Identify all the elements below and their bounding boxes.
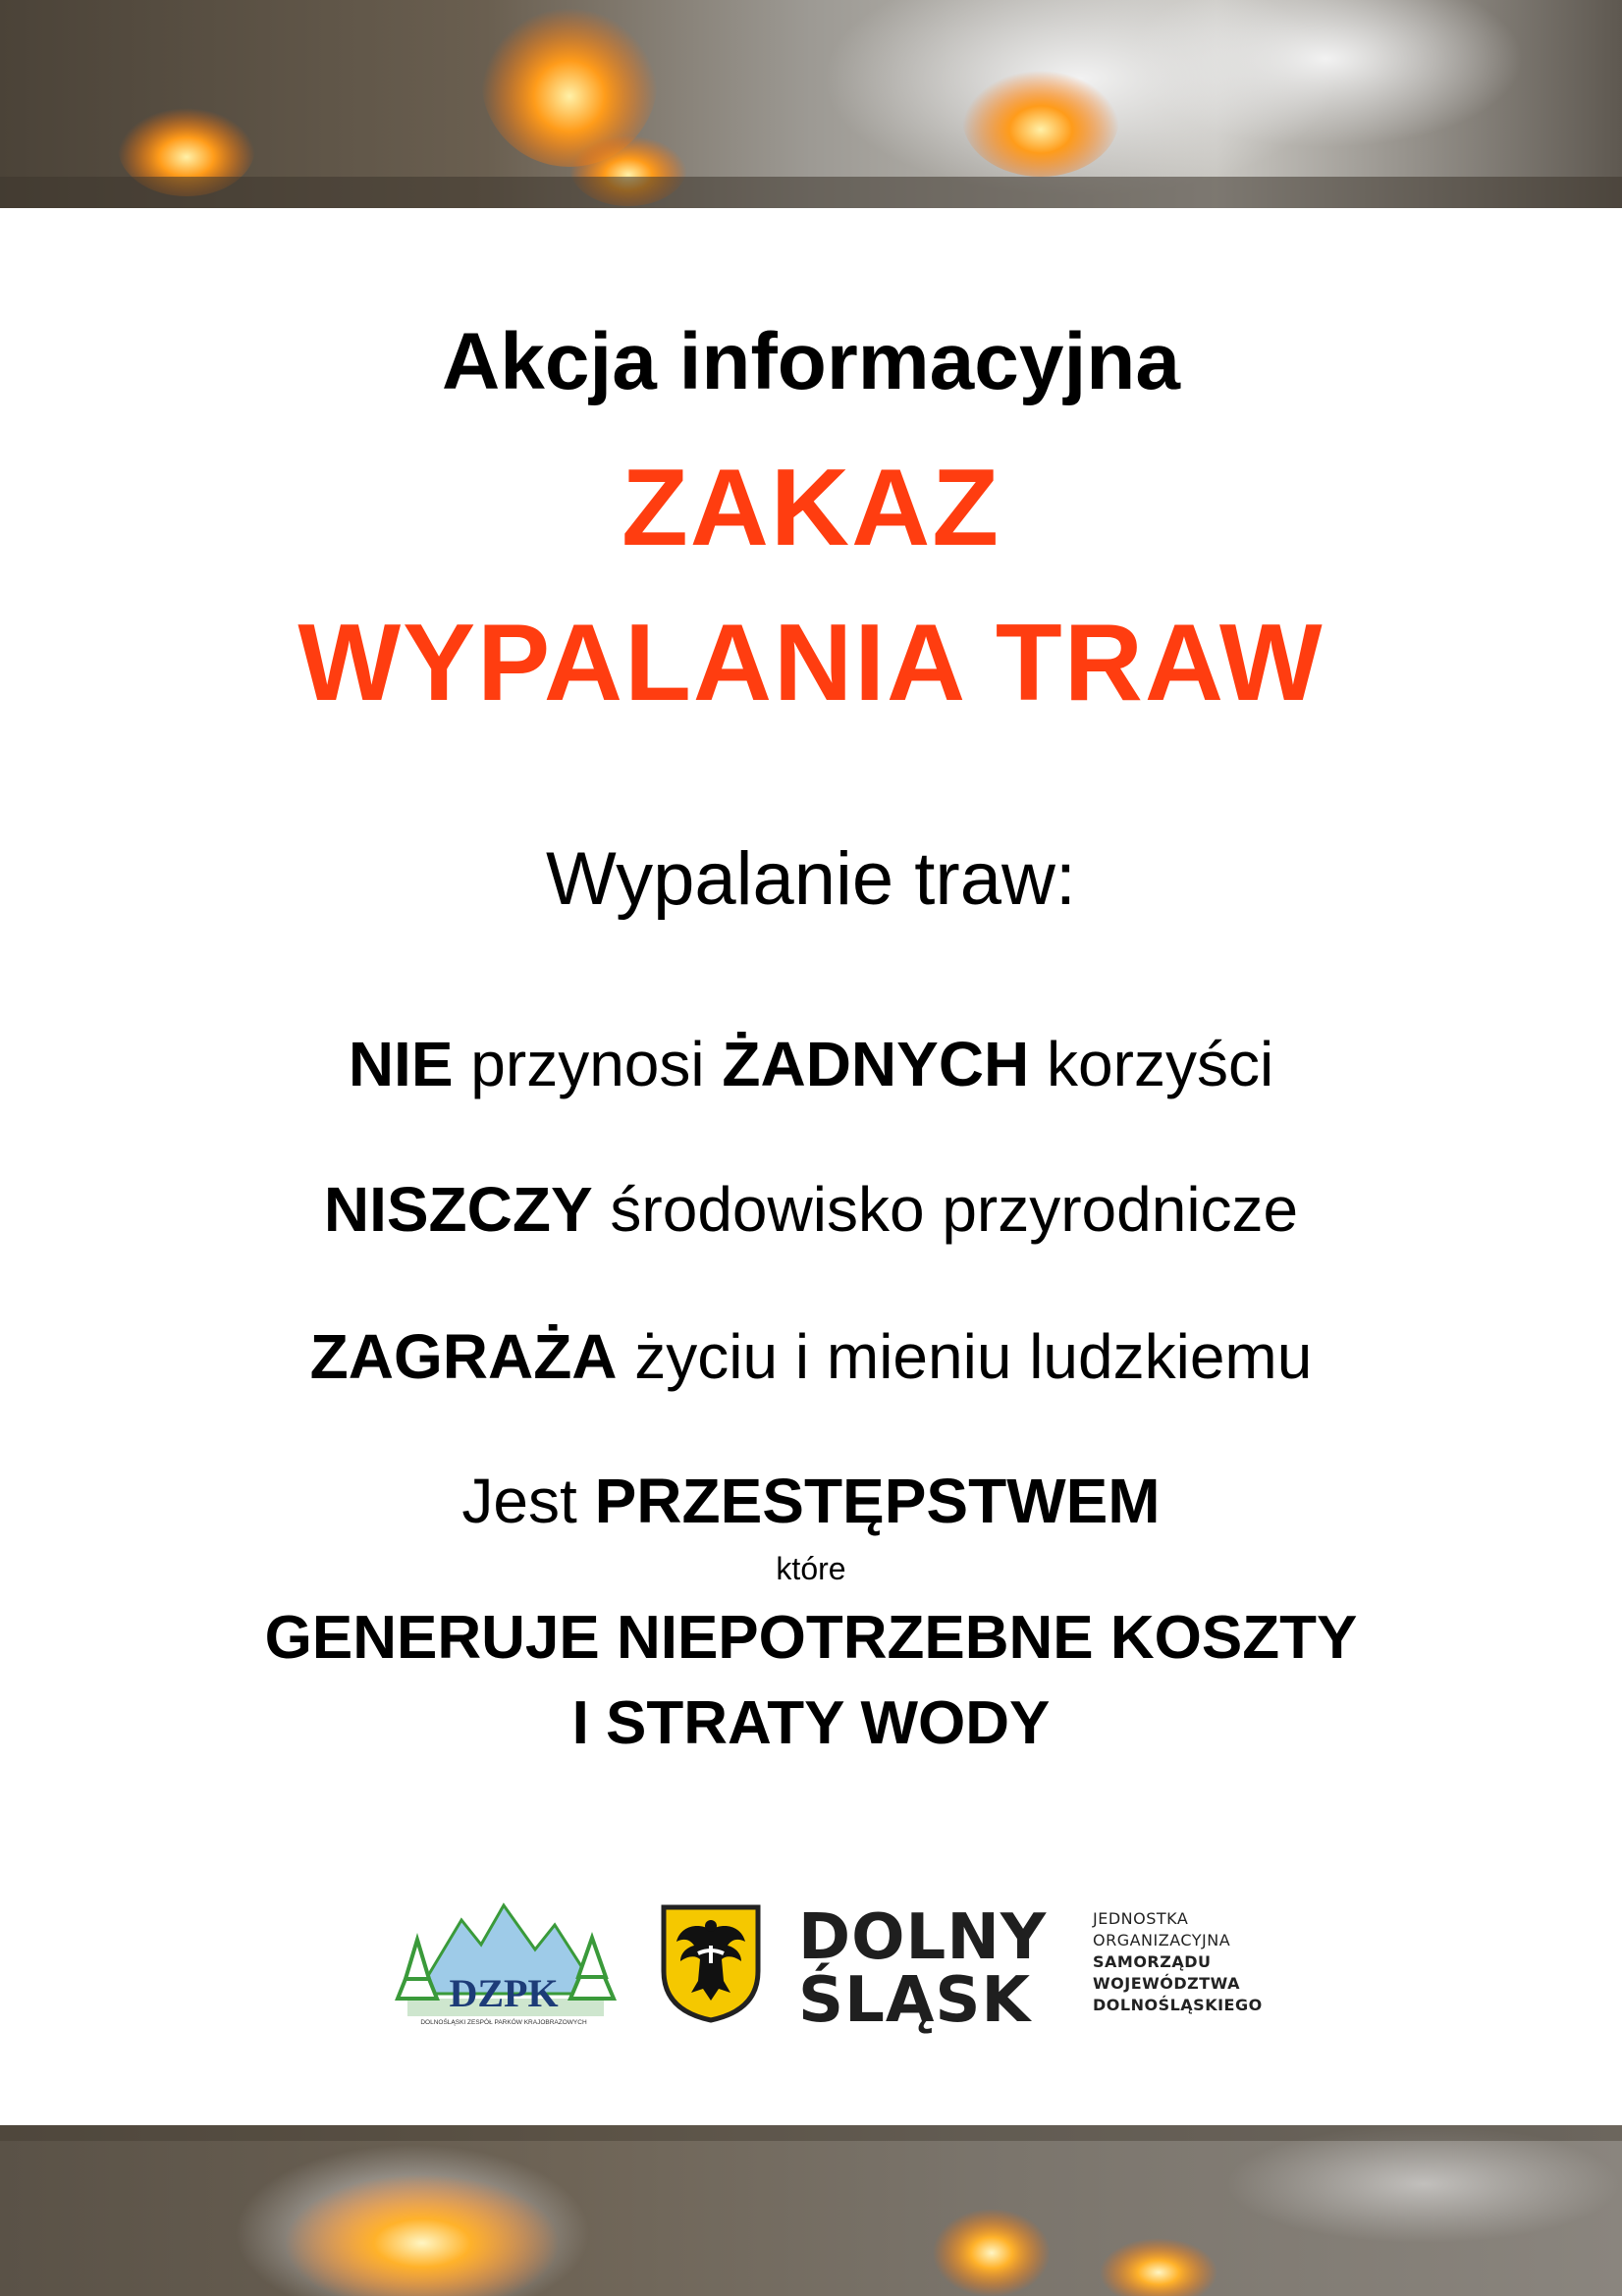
top-fire-banner — [0, 0, 1622, 208]
conclusion-line-2: I STRATY WODY — [571, 1689, 1051, 1757]
emphasis-przestepstwem: PRZESTĘPSTWEM — [594, 1466, 1161, 1536]
statement-text: życiu i mieniu ludzkiemu — [617, 1321, 1313, 1392]
burning-grass-image — [0, 2125, 1622, 2296]
unit-line-5: DOLNOŚLĄSKIEGO — [1093, 1996, 1263, 2014]
emphasis-niszczy: NISZCZY — [323, 1174, 593, 1245]
statement-crime — [0, 1466, 1622, 1536]
eagle-crest-icon — [659, 1902, 763, 2024]
unit-line-1: JEDNOSTKA — [1093, 1909, 1189, 1928]
lead-text: Wypalanie traw: — [546, 837, 1076, 921]
statement-no-benefits — [0, 1029, 1622, 1099]
headline-zakaz: ZAKAZ — [621, 447, 1001, 568]
emphasis-zagraza: ZAGRAŻA — [309, 1321, 618, 1392]
region-line-2: ŚLĄSK — [798, 1964, 1032, 2037]
conclusion-line-1: GENERUJE NIEPOTRZEBNE KOSZTY — [264, 1604, 1358, 1672]
logos-row — [388, 1895, 1271, 2042]
unit-line-3: SAMORZĄDU — [1093, 1952, 1212, 1971]
burning-grass-image — [0, 0, 1622, 208]
bottom-fire-banner — [0, 2125, 1622, 2296]
coat-of-arms-logo — [659, 1902, 763, 2024]
statement-text: korzyści — [1029, 1029, 1274, 1099]
statement-text: środowisko przyrodnicze — [592, 1174, 1299, 1245]
headline-wypalania-traw: WYPALANIA TRAW — [297, 602, 1325, 723]
region-line-1: DOLNY — [798, 1901, 1048, 1974]
connector-text: które — [776, 1551, 846, 1586]
intro-text: Akcja informacyjna — [442, 317, 1180, 406]
emphasis-zadnych: ŻADNYCH — [722, 1029, 1030, 1099]
dzpk-logo — [388, 1900, 620, 2028]
unit-text — [1093, 1908, 1263, 2016]
emphasis-nie: NIE — [348, 1029, 454, 1099]
dzpk-label: DZPK — [449, 1971, 559, 2015]
statement-text: Jest — [461, 1466, 595, 1536]
unit-line-4: WOJEWÓDZTWA — [1093, 1974, 1240, 1993]
statement-destroys — [0, 1174, 1622, 1245]
statement-text: przynosi — [453, 1029, 723, 1099]
statement-threatens — [0, 1321, 1622, 1392]
dzpk-subtitle: DOLNOŚLĄSKI ZESPÓŁ PARKÓW KRAJOBRAZOWYCH — [420, 2019, 587, 2026]
unit-line-2: ORGANIZACYJNA — [1093, 1931, 1231, 1949]
dolny-slask-logo — [798, 1901, 1048, 2037]
mountains-trees-icon — [388, 1900, 620, 2028]
